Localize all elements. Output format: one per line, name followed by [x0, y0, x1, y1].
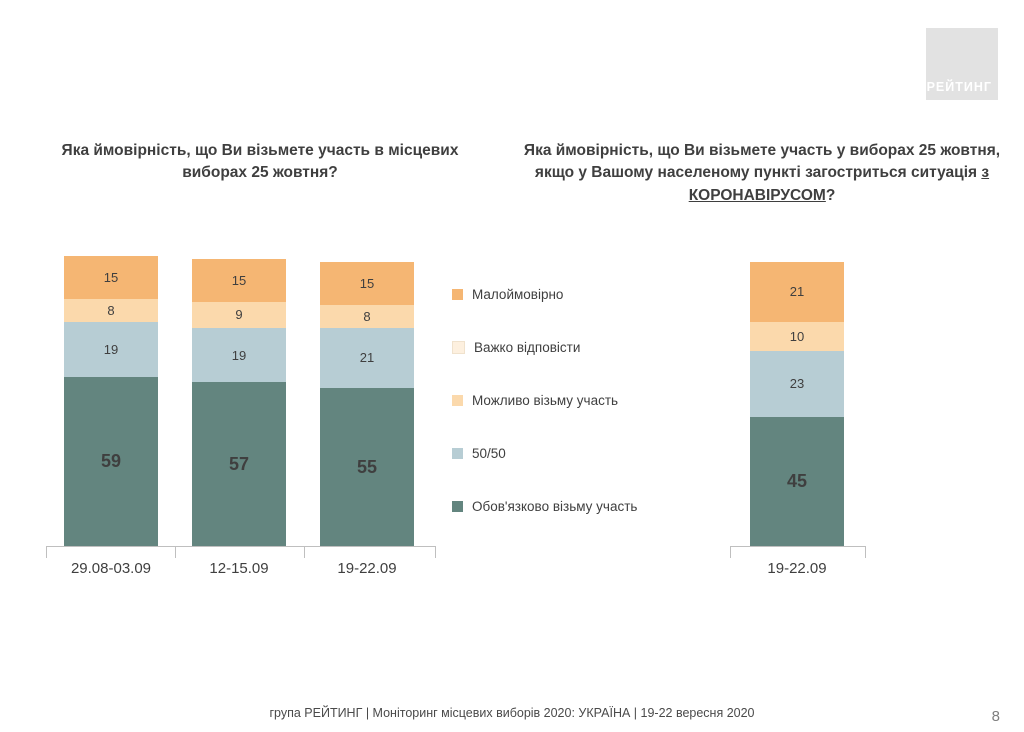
chart-title-right-part1: Яка ймовірність, що Ви візьмете участь у виборах 25 жовтня, якщо у Вашому населеному пункті загостриться ситуація	[523, 142, 1001, 182]
legend-item	[452, 427, 682, 480]
stacked-bar	[320, 262, 414, 546]
axis-tick	[730, 546, 731, 558]
rating-logo	[926, 28, 998, 100]
stacked-bar	[192, 259, 286, 546]
bar-segment	[320, 305, 414, 328]
bar-segment-value: 10	[789, 328, 805, 344]
bar-segment-value: 19	[231, 347, 247, 363]
legend-item	[452, 268, 682, 321]
bar-segment	[192, 302, 286, 328]
axis-tick	[865, 546, 866, 558]
bar-segment	[64, 256, 158, 299]
bar-segment-value: 59	[100, 450, 122, 471]
bar-segment-value: 8	[107, 303, 115, 319]
legend-item-label: Важко відповісти	[474, 340, 581, 355]
x-axis-line	[730, 546, 865, 547]
bar-segment	[192, 259, 286, 302]
bar-segment	[320, 328, 414, 388]
category-label: 12-15.09	[209, 560, 269, 577]
legend-swatch-icon	[452, 448, 463, 459]
bar-segment	[750, 351, 844, 417]
chart-title-right	[512, 140, 1012, 207]
bar-segment-value: 45	[786, 470, 808, 491]
bar-segment-value: 8	[363, 308, 371, 324]
bar-segment	[64, 322, 158, 377]
legend-item-label: Малоймовірно	[472, 287, 564, 302]
bar-segment-value: 55	[356, 456, 378, 477]
legend-swatch-icon	[452, 341, 465, 354]
legend-item	[452, 480, 682, 533]
bar-segment-value: 15	[359, 275, 375, 291]
legend-item-label: Обов'язково візьму участь	[472, 499, 638, 514]
category-label: 29.08-03.09	[70, 560, 152, 577]
axis-tick	[304, 546, 305, 558]
legend-item	[452, 374, 682, 427]
bar-segment-value: 9	[235, 307, 243, 323]
legend-swatch-icon	[452, 395, 463, 406]
bar-segment	[64, 299, 158, 322]
footer-note: група РЕЙТИНГ | Моніторинг місцевих виборів 2020: УКРАЇНА | 19-22 вересня 2020	[269, 706, 755, 720]
bar-segment-value: 15	[103, 270, 119, 286]
bar-segment	[320, 262, 414, 305]
bar-segment	[750, 417, 844, 546]
stacked-bar	[64, 256, 158, 546]
axis-tick	[175, 546, 176, 558]
bar-segment-value: 57	[228, 453, 250, 474]
legend-item-label: 50/50	[472, 446, 506, 461]
axis-tick	[435, 546, 436, 558]
x-axis-line	[46, 546, 436, 547]
bar-segment	[192, 328, 286, 383]
bar-segment-value: 21	[789, 284, 805, 300]
bar-segment-value: 19	[103, 341, 119, 357]
bar-segment	[192, 382, 286, 546]
category-label: 19-22.09	[767, 560, 827, 577]
legend-swatch-icon	[452, 289, 463, 300]
category-label: 19-22.09	[337, 560, 397, 577]
chart-title-left: Яка ймовірність, що Ви візьмете участь в місцевих виборах 25 жовтня?	[61, 142, 459, 182]
page-number: 8	[991, 708, 1000, 725]
stacked-bar	[750, 262, 844, 546]
bar-segment	[64, 377, 158, 546]
legend-swatch-icon	[452, 501, 463, 512]
legend-item	[452, 321, 682, 374]
rating-logo-label: РЕЙТИНГ	[926, 80, 992, 94]
bar-segment	[750, 262, 844, 322]
bar-segment	[320, 388, 414, 546]
chart-legend	[452, 268, 682, 533]
chart-title-right-part2: ?	[825, 186, 836, 204]
bar-segment-value: 21	[359, 350, 375, 366]
axis-tick	[46, 546, 47, 558]
legend-item-label: Можливо візьму участь	[472, 393, 619, 408]
bar-segment-value: 23	[789, 376, 805, 392]
chart-title-right-emphasis: з КОРОНАВІРУСОМ	[688, 164, 990, 204]
bar-segment-value: 15	[231, 272, 247, 288]
footer-divider	[100, 698, 924, 699]
bar-segment	[750, 322, 844, 351]
